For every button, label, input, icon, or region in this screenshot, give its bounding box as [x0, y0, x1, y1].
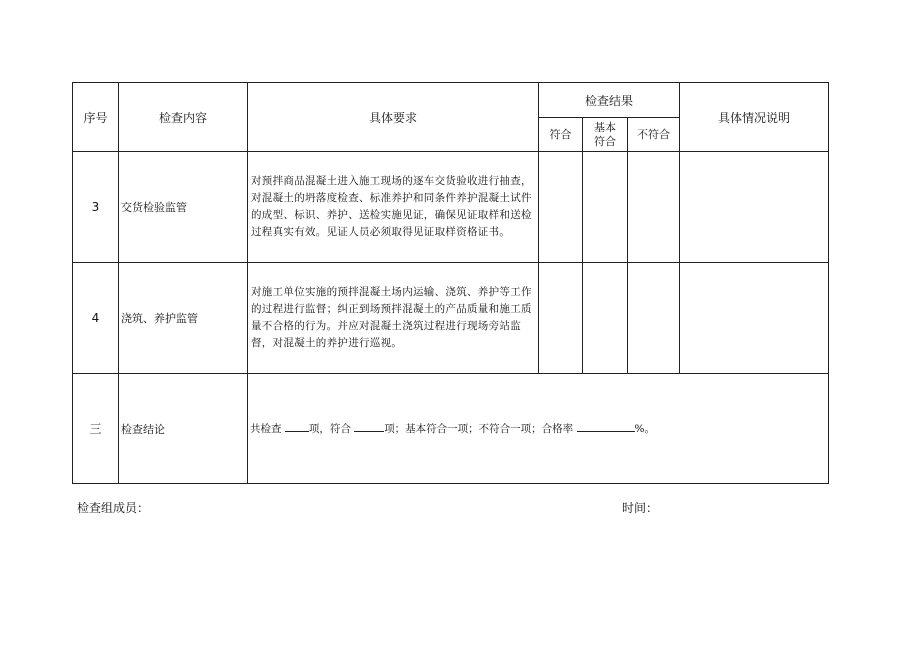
row-content: 浇筑、养护监管: [119, 263, 248, 374]
conclusion-text: [248, 374, 829, 484]
table-row: [73, 152, 829, 263]
header-description: 具体情况说明: [680, 83, 829, 152]
row-cell-nonconform[interactable]: [628, 152, 680, 263]
footer-members-label: 检查组成员：: [77, 501, 150, 515]
header-result-conform: 符合: [539, 118, 583, 152]
header-content: 检查内容: [119, 83, 248, 152]
conclusion-text-part1: 共检查: [250, 423, 282, 435]
table-row: [73, 263, 829, 374]
row-cell-nonconform[interactable]: [628, 263, 680, 374]
conclusion-text-part2: 项，符合: [308, 423, 351, 435]
row-content: 交货检验监管: [119, 152, 248, 263]
row-cell-description[interactable]: [680, 152, 829, 263]
conclusion-row: [73, 374, 829, 484]
conclusion-text-part3: 项；基本符合一项；不符合一项；合格率: [384, 423, 574, 435]
blank-conform-count[interactable]: [354, 421, 384, 432]
row-requirement: 对施工单位实施的预拌混凝土场内运输、浇筑、养护等工作的过程进行监督；纠正到场预拌混凝土的产品质量和施工质量不合格的行为。并应对混凝土浇筑过程进行现场旁站监督，对混凝土的养护进行巡视。: [248, 263, 539, 374]
header-result-basic: [583, 118, 628, 152]
header-result-basic-line1: 基本: [594, 120, 616, 134]
inspection-table-sheet: [72, 82, 828, 484]
row-cell-conform[interactable]: [539, 263, 583, 374]
blank-pass-rate[interactable]: [577, 421, 635, 432]
conclusion-label: 检查结论: [119, 374, 248, 484]
footer-time-label: 时间：: [622, 501, 659, 515]
conclusion-text-part4: %。: [634, 423, 656, 435]
inspection-table: [72, 82, 829, 484]
row-cell-description[interactable]: [680, 263, 829, 374]
row-seq: 4: [73, 263, 119, 374]
header-result-nonconform: 不符合: [628, 118, 680, 152]
row-requirement: 对预拌商品混凝土进入施工现场的逐车交货验收进行抽查，对混凝土的坍落度检查、标准养护和同条件养护混凝土试件的成型、标识、养护、送检实施见证，确保见证取样和送检过程真实有效。见证人员必须取得见证取样资格证书。: [248, 152, 539, 263]
conclusion-seq: 三: [73, 374, 119, 484]
row-cell-basic[interactable]: [583, 152, 628, 263]
row-cell-conform[interactable]: [539, 152, 583, 263]
header-result: 检查结果: [539, 83, 680, 118]
header-seq: 序号: [73, 83, 119, 152]
header-requirement: 具体要求: [248, 83, 539, 152]
blank-total-count[interactable]: [285, 421, 309, 432]
row-cell-basic[interactable]: [583, 263, 628, 374]
row-seq: 3: [73, 152, 119, 263]
header-result-basic-line2: 符合: [594, 134, 616, 148]
